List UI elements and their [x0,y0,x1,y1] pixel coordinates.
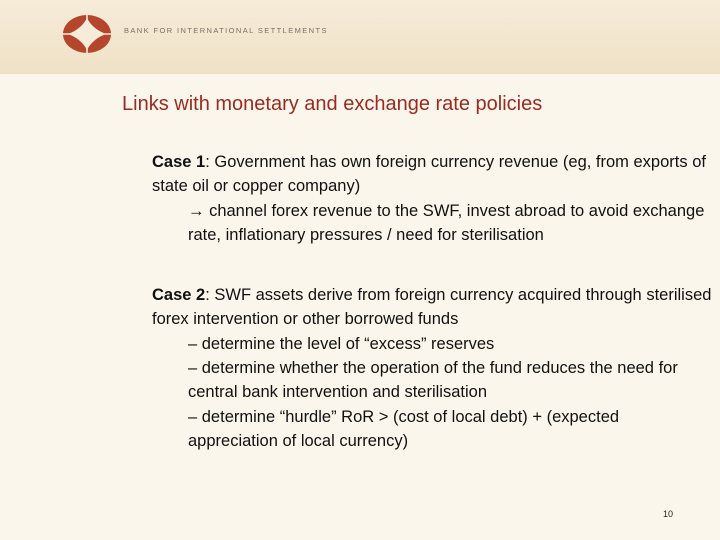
case-1-sub-text: channel forex revenue to the SWF, invest abroad to avoid exchange rate, inflationary pressures / need for sterilisation [188,201,705,244]
org-name: BANK FOR INTERNATIONAL SETTLEMENTS [124,26,328,35]
page-number: 10 [663,509,674,519]
case-1-label: Case 1 [152,153,206,171]
case-2-paragraph [152,283,712,332]
case-1-text: : Government has own foreign currency revenue (eg, from exports of state oil or copper company) [152,153,706,196]
slide-title: Links with monetary and exchange rate policies [122,93,543,115]
case-2-bullet: – determine the level of “excess” reserves [188,334,495,353]
arrow-icon: → [188,201,205,220]
case-2-label: Case 2 [152,286,206,305]
case-1-paragraph [152,150,712,199]
case-1-sub-point [188,199,712,248]
case-2-text: : SWF assets derive from foreign currency acquired through sterilised forex intervention or other borrowed funds [152,286,712,329]
header-band [0,0,720,74]
slide-content [152,150,712,453]
case-2-bullet: – determine whether the operation of the fund reduces the need for central bank intervention and sterilisation [188,359,678,402]
case-2-bullet: – determine “hurdle” RoR > (cost of local debt) + (expected appreciation of local currency) [188,407,620,450]
spacer [152,247,712,283]
bis-logo-icon [62,14,112,54]
